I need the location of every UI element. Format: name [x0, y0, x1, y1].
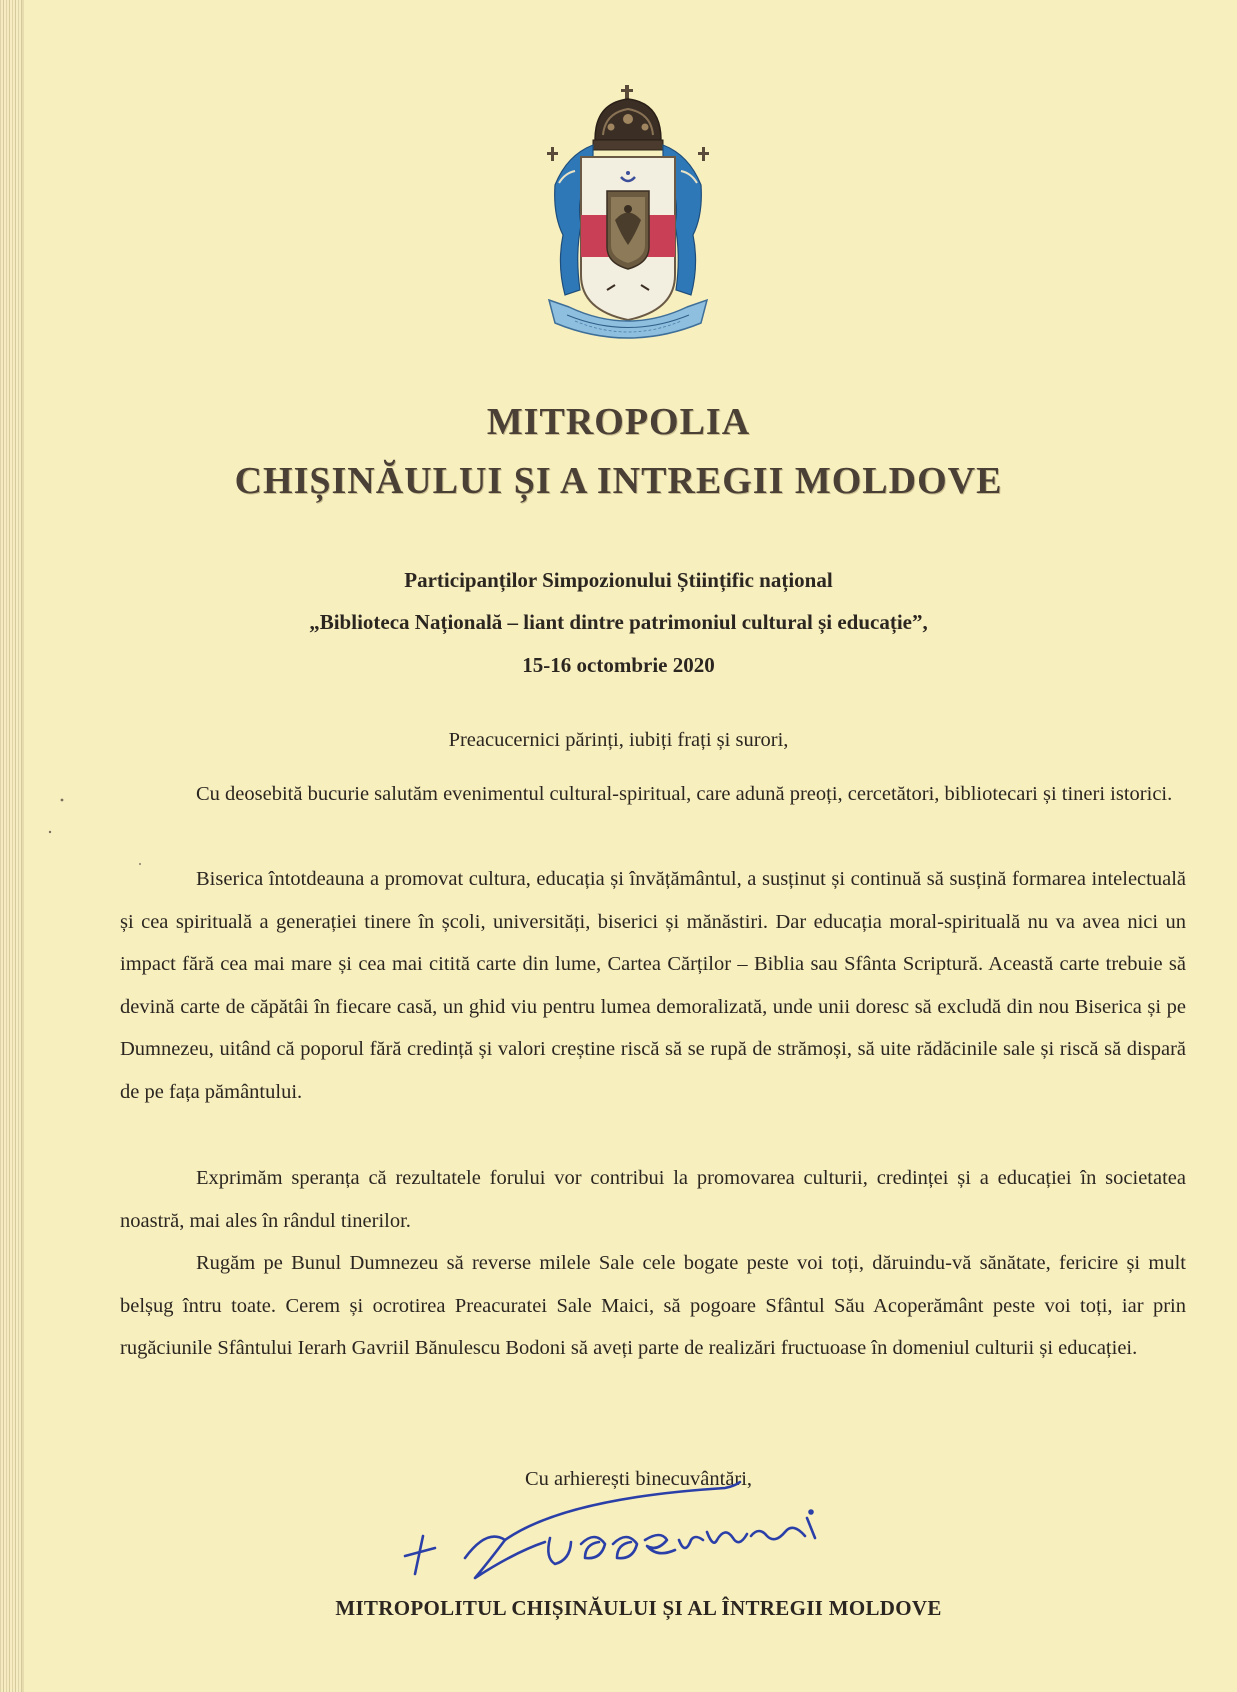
letter-paragraph-3: Exprimăm speranța că rezultatele forului vor contribui la promovarea culturii, credinței și a educației în societatea noastră, mai ales în rândul tinerilor.	[120, 1167, 1186, 1232]
letter-paragraph-2: Biserica întotdeauna a promovat cultura, educația și învățământul, a susținut și continuă să susțină formarea intelectuală și cea spirituală a generației tinere în școli, universități, biserici și mănăstiri. Dar educația moral-spirituală nu va avea nici un impact fără cea mai mare și cea mai citită carte din lume, Cartea Cărților – Biblia sau Sfânta Scriptură. Această carte trebuie să devină carte de căpătâi în fiecare casă, un ghid viu pentru lumea demoralizată, unde unii doresc să excludă din nou Biserica și pe Dumnezeu, uitând că poporul fără credință și valori creștine riscă să se rupă de strămoși, să uite rădăcinile sale și riscă să dispară de pe fața pământului.	[120, 868, 1186, 1103]
signatory-title: MITROPOLITUL CHIȘINĂULUI ȘI AL ÎNTREGII MOLDOVE	[335, 1596, 942, 1620]
shield-icon	[581, 157, 675, 320]
cross-icon	[621, 85, 633, 99]
page-edge-binding	[0, 0, 22, 1692]
page-edge-line	[22, 0, 24, 1692]
addressee-date: 15-16 octombrie 2020	[522, 653, 715, 677]
addressee-line-1: Participanților Simpozionului Științific național	[404, 568, 833, 592]
mitre-crown-icon	[593, 99, 663, 150]
letter-paragraph-4: Rugăm pe Bunul Dumnezeu să reverse milele Sale cele bogate peste voi toți, dăruindu-vă sănătate, fericire și mult belșug întru toate. Cerem și ocrotirea Preacuratei Sale Maici, să pogoare Sfântul Său Acoperământ peste voi toți, iar prin rugăciunile Sfântului Ierarh Gavriil Bănulescu Bodoni să aveți parte de realizări fructuoase în domeniul culturii și educației.	[120, 1252, 1186, 1359]
metropolis-coat-of-arms-emblem	[545, 85, 711, 350]
addressee-line-2: „Biblioteca Națională – liant dintre patrimoniul cultural și educație”,	[309, 610, 928, 634]
letter-greeting: Preacucernici părinți, iubiți frați și surori,	[448, 729, 789, 751]
page-title-line-1: MITROPOLIA	[486, 401, 751, 443]
letter-closing: Cu arhierești binecuvântări,	[524, 1468, 753, 1490]
letter-paragraph-1: Cu deosebită bucurie salutăm evenimentul cultural-spiritual, care adună preoți, cercetători, bibliotecari și tineri istorici.	[196, 783, 1173, 805]
page-title-line-2: CHIȘINĂULUI ȘI A INTREGII MOLDOVE	[234, 460, 1003, 502]
